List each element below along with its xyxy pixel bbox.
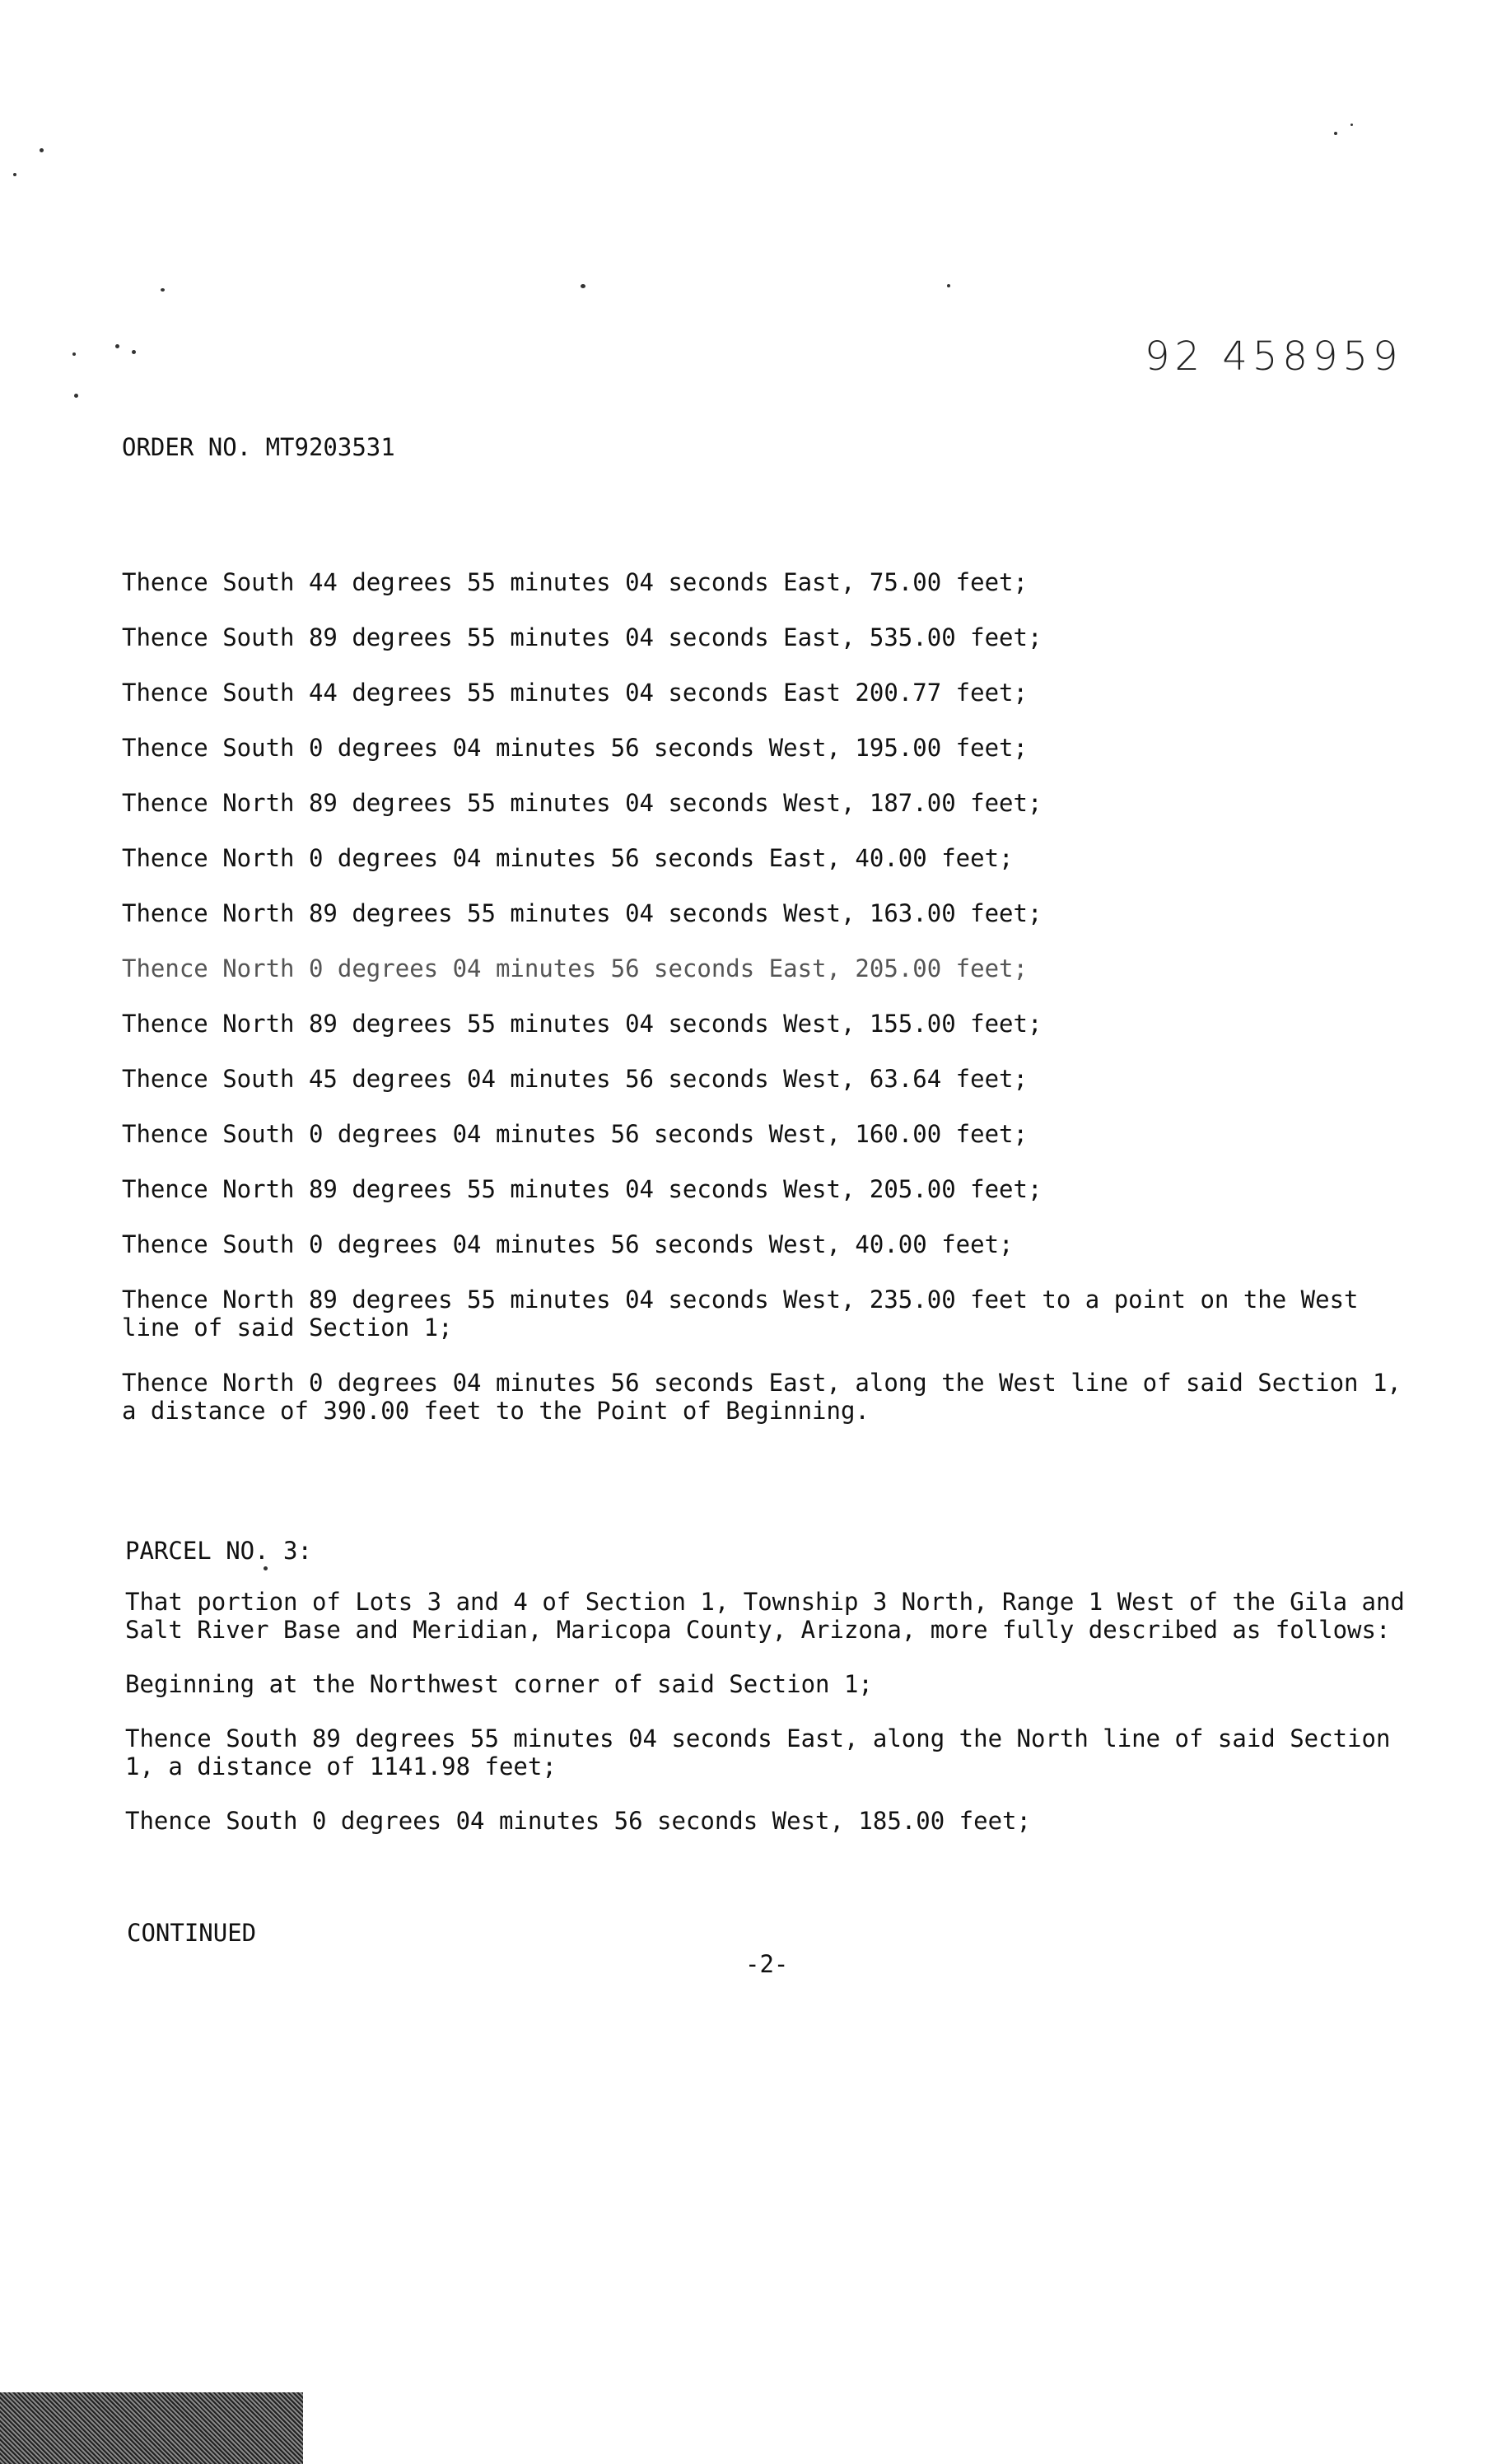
continued-label: CONTINUED: [127, 1919, 257, 1947]
scan-speck: [74, 394, 78, 398]
scan-speck: [1334, 132, 1337, 135]
course-line: Thence North 89 degrees 55 minutes 04 seconds West, 187.00 feet;: [122, 789, 1043, 817]
course-line: Thence North 89 degrees 55 minutes 04 seconds West, 155.00 feet;: [122, 1010, 1043, 1038]
scan-speck: [40, 148, 44, 152]
course-line: Thence North 0 degrees 04 minutes 56 seconds East, 40.00 feet;: [122, 844, 1014, 872]
course-line: Thence South 44 degrees 55 minutes 04 seconds East, 75.00 feet;: [122, 568, 1028, 596]
course-line: Thence South 44 degrees 55 minutes 04 seconds East 200.77 feet;: [122, 679, 1028, 707]
course-line: Thence South 0 degrees 04 minutes 56 seconds West, 40.00 feet;: [122, 1230, 1014, 1258]
recording-number: 92 458959: [1145, 334, 1403, 380]
scan-speck: [581, 284, 585, 288]
course-line: Thence North 89 degrees 55 minutes 04 seconds West, 205.00 feet;: [122, 1175, 1043, 1203]
course-line: Thence North 0 degrees 04 minutes 56 seconds East, 205.00 feet;: [122, 954, 1028, 982]
scan-speck: [1350, 124, 1353, 126]
course-line: Thence North 89 degrees 55 minutes 04 seconds West, 235.00 feet to a point on the West line of said Section 1;: [122, 1286, 1373, 1342]
parcel-description: [125, 1588, 1410, 1861]
scan-speck: [947, 284, 950, 287]
scan-artifact: [0, 2392, 303, 2464]
scan-speck: [72, 352, 76, 356]
course-line: Thence North 89 degrees 55 minutes 04 seconds West, 163.00 feet;: [122, 899, 1043, 927]
order-number: ORDER NO. MT9203531: [122, 433, 395, 461]
point-of-beginning: Beginning at the Northwest corner of said Section 1;: [125, 1670, 873, 1698]
course-line: Thence South 89 degrees 55 minutes 04 seconds East, along the North line of said Section 1, a distance of 1141.98 feet;: [125, 1724, 1391, 1780]
scan-speck: [264, 1566, 268, 1570]
scan-speck: [161, 288, 165, 292]
scan-speck: [132, 350, 136, 354]
parcel-description-text: That portion of Lots 3 and 4 of Section 1, Township 3 North, Range 1 West of the Gila and Salt River Base and Meridian, Maricopa County, Arizona, more fully described as follows:: [125, 1588, 1405, 1644]
legal-description-courses: [122, 568, 1416, 1452]
course-line: Thence South 0 degrees 04 minutes 56 seconds West, 160.00 feet;: [122, 1120, 1028, 1148]
scan-speck: [13, 173, 16, 176]
page-number: -2-: [745, 1950, 789, 1978]
course-line: Thence South 45 degrees 04 minutes 56 seconds West, 63.64 feet;: [122, 1065, 1028, 1093]
scan-speck: [115, 344, 119, 348]
course-line: Thence North 0 degrees 04 minutes 56 seconds East, along the West line of said Section 1, a distance of 390.00 feet to the Point of Beginning.: [122, 1369, 1416, 1425]
course-line: Thence South 0 degrees 04 minutes 56 seconds West, 195.00 feet;: [122, 734, 1028, 762]
course-line: Thence South 0 degrees 04 minutes 56 seconds West, 185.00 feet;: [125, 1807, 1031, 1835]
parcel-heading: PARCEL NO. 3:: [125, 1537, 312, 1565]
course-line: Thence South 89 degrees 55 minutes 04 seconds East, 535.00 feet;: [122, 623, 1043, 651]
